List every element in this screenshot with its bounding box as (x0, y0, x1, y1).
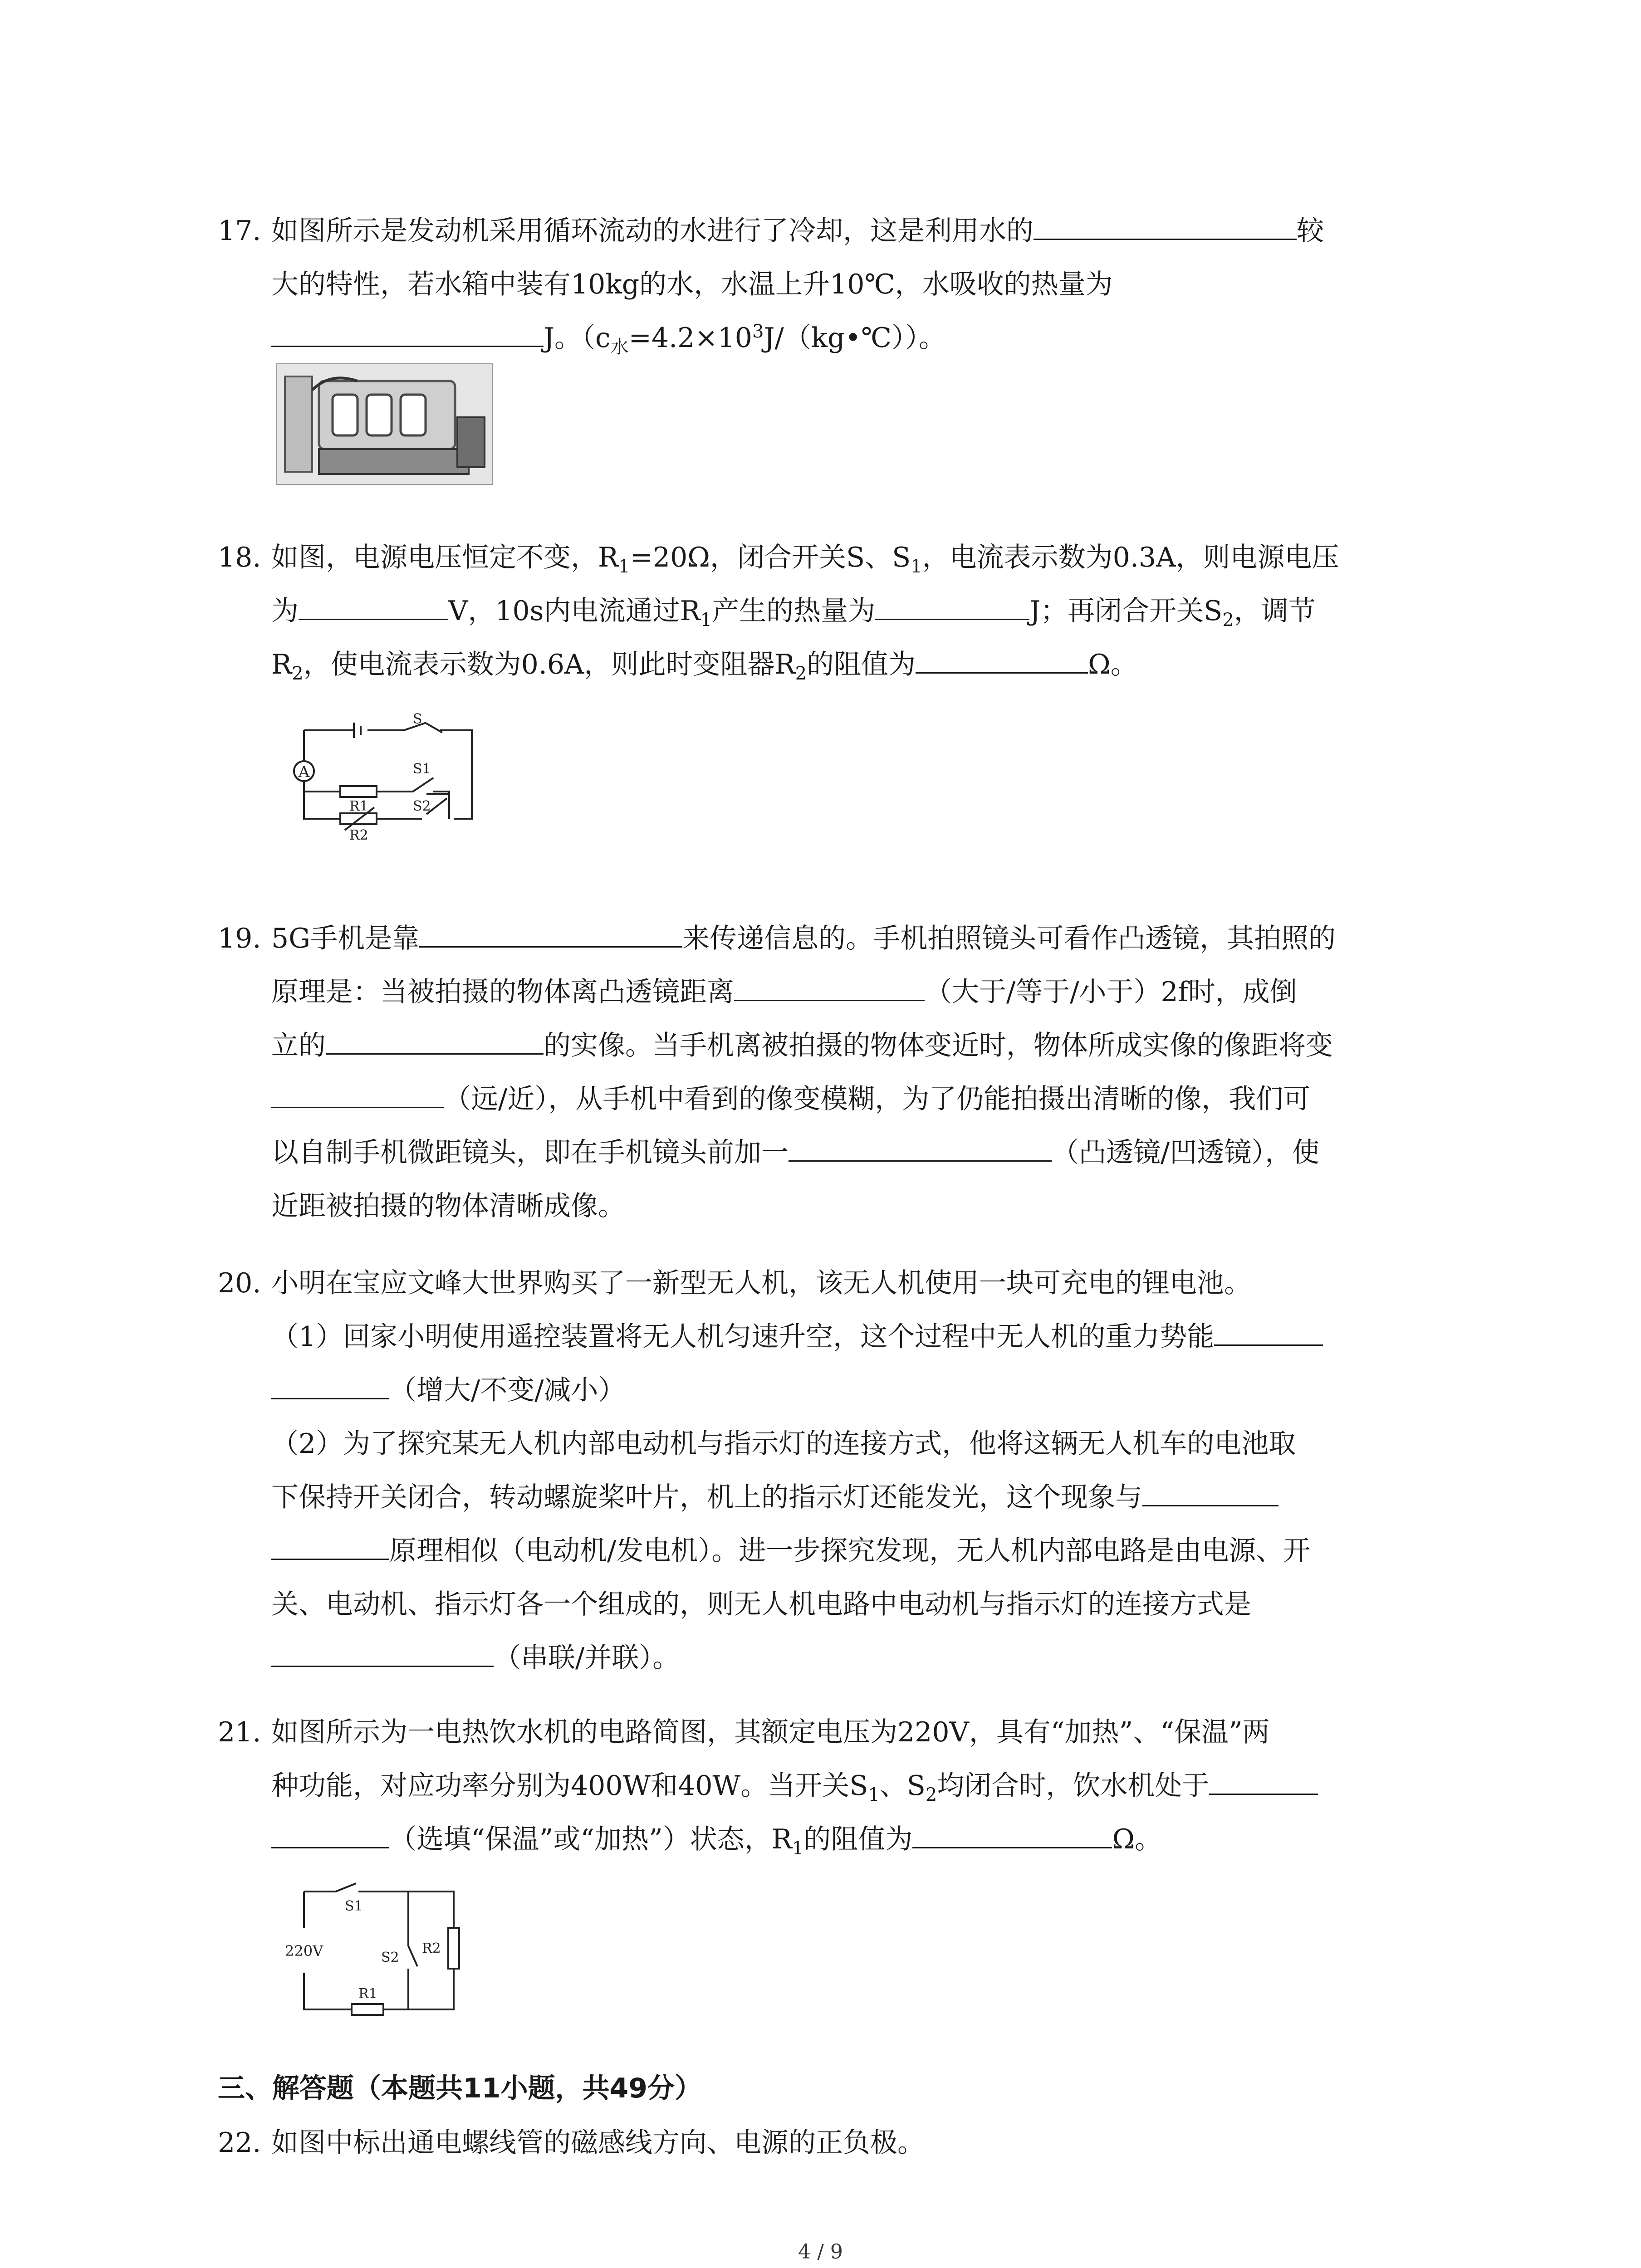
q20-line-6: 原理相似（电动机/发电机）。进一步探究发现，无人机内部电路是由电源、开 (218, 1524, 1452, 1578)
question-number: 18. (218, 542, 261, 573)
switch-s1-label: S1 (413, 761, 431, 777)
answer-blank[interactable] (271, 1530, 389, 1560)
ammeter-label: A (298, 763, 310, 781)
q18-line-2: 为 V，10s内电流通过$R_1$产生的热量为 J；再闭合开关$S_2$，调节 (218, 584, 1452, 638)
q19-line-4: （远/近），从手机中看到的像变模糊，为了仍能拍摄出清晰的像，我们可 (218, 1072, 1452, 1126)
q20-line-8: （串联/并联）。 (218, 1631, 1452, 1685)
q20-line-2: （1）回家小明使用遥控装置将无人机匀速升空，这个过程中无人机的重力势能 (218, 1310, 1452, 1364)
q20-line-4: （2）为了探究某无人机内部电动机与指示灯的连接方式，他将这辆无人机车的电池取 (271, 1428, 1296, 1460)
resistor-r2-label: R2 (349, 827, 368, 841)
resistor-r2-label: R2 (422, 1941, 441, 1956)
q17-line-2: 大的特性，若水箱中装有10kg的水，水温上升10℃，水吸收的热量为 (271, 269, 1113, 300)
question-number: 20. (218, 1267, 261, 1299)
q19-line-6: 近距被拍摄的物体清晰成像。 (271, 1190, 625, 1222)
switch-s-label: S (413, 711, 422, 727)
question-17 (218, 204, 1452, 365)
question-number: 22. (218, 2127, 261, 2159)
q19-line-1: 19. 5G手机是靠 来传递信息的。手机拍照镜头可看作凸透镜，其拍照的 (218, 912, 1452, 965)
q19-line-2: 原理是：当被拍摄的物体离凸透镜距离 （大于/等于/小于）2f时，成倒 (218, 965, 1452, 1019)
q18-line-3: $R_2$，使电流表示数为0.6A，则此时变阻器$R_2$的阻值为 Ω。 (218, 638, 1452, 691)
answer-blank[interactable] (1214, 1316, 1323, 1346)
answer-blank[interactable] (1142, 1477, 1279, 1506)
q19-line-3: 立的 的实像。当手机离被拍摄的物体变近时，物体所成实像的像距将变 (218, 1019, 1452, 1072)
q18-line-1: 18. 如图，电源电压恒定不变，$R_1=20\Omega$，闭合开关S、$S_1$，电流表示数为0.3A，则电源电压 (218, 531, 1452, 584)
resistor-r1-label: R1 (349, 798, 368, 814)
question-19 (218, 912, 1452, 1233)
answer-blank[interactable] (916, 644, 1088, 674)
engine-cooling-figure (276, 363, 494, 485)
q22-line-1: 22. 如图中标出通电螺线管的磁感线方向、电源的正负极。 (218, 2116, 1452, 2170)
question-18 (218, 531, 1452, 691)
q21-line-3: （选填“保温”或“加热”）状态，$R_1$的阻值为 Ω。 (218, 1813, 1452, 1866)
switch-s2-label: S2 (381, 1950, 399, 1965)
switch-s1-label: S1 (345, 1898, 363, 1914)
section-heading: 三、解答题（本题共11小题，共49分） (218, 2072, 702, 2104)
question-number: 21. (218, 1716, 261, 1748)
answer-blank[interactable] (912, 1819, 1112, 1848)
q21-line-2: 种功能，对应功率分别为400W和40W。当开关$S_1$、$S_2$均闭合时，饮水机处于 (218, 1759, 1452, 1813)
q20-line-5: 下保持开关闭合，转动螺旋桨叶片，机上的指示灯还能发光，这个现象与 (218, 1471, 1452, 1524)
q20-line-3: （增大/不变/减小） (218, 1364, 1452, 1417)
answer-blank[interactable] (1034, 210, 1297, 240)
q21-line-1: 21. 如图所示为一电热饮水机的电路简图，其额定电压为220V，具有“加热”、“保温”两 (218, 1706, 1452, 1759)
answer-blank[interactable] (734, 972, 925, 1001)
answer-blank[interactable] (419, 918, 682, 948)
q18-circuit-figure (277, 705, 490, 841)
q19-line-5: 以自制手机微距镜头，即在手机镜头前加一 （凸透镜/凹透镜），使 (218, 1126, 1452, 1179)
switch-s2-label: S2 (413, 798, 431, 814)
q21-circuit-figure (277, 1878, 467, 2028)
answer-blank[interactable] (271, 318, 544, 347)
answer-blank[interactable] (1209, 1765, 1318, 1795)
q20-line-7: 关、电动机、指示灯各一个组成的，则无人机电路中电动机与指示灯的连接方式是 (271, 1589, 1251, 1620)
q17-line-1: 17. 如图所示是发动机采用循环流动的水进行了冷却，这是利用水的 较 (218, 204, 1452, 258)
answer-blank[interactable] (326, 1025, 544, 1055)
answer-blank[interactable] (789, 1132, 1052, 1162)
question-number: 17. (218, 215, 261, 247)
page-number: 4 / 9 (798, 2240, 843, 2263)
question-21 (218, 1706, 1452, 1866)
supply-voltage-label: 220V (285, 1942, 323, 1960)
question-20 (218, 1256, 1452, 1685)
answer-blank[interactable] (271, 1079, 444, 1108)
q20-line-1: 20. 小明在宝应文峰大世界购买了一新型无人机，该无人机使用一块可充电的锂电池。 (218, 1256, 1452, 1310)
q17-line-3: J。$(c_水=4.2\times 10^3J/(kg•℃))$。 (218, 311, 1452, 365)
answer-blank[interactable] (271, 1370, 389, 1399)
answer-blank[interactable] (299, 591, 448, 620)
answer-blank[interactable] (271, 1819, 389, 1848)
question-number: 19. (218, 923, 261, 954)
answer-blank[interactable] (875, 591, 1029, 620)
answer-blank[interactable] (271, 1637, 494, 1667)
resistor-r1-label: R1 (358, 1986, 377, 2002)
question-22 (218, 2116, 1452, 2170)
